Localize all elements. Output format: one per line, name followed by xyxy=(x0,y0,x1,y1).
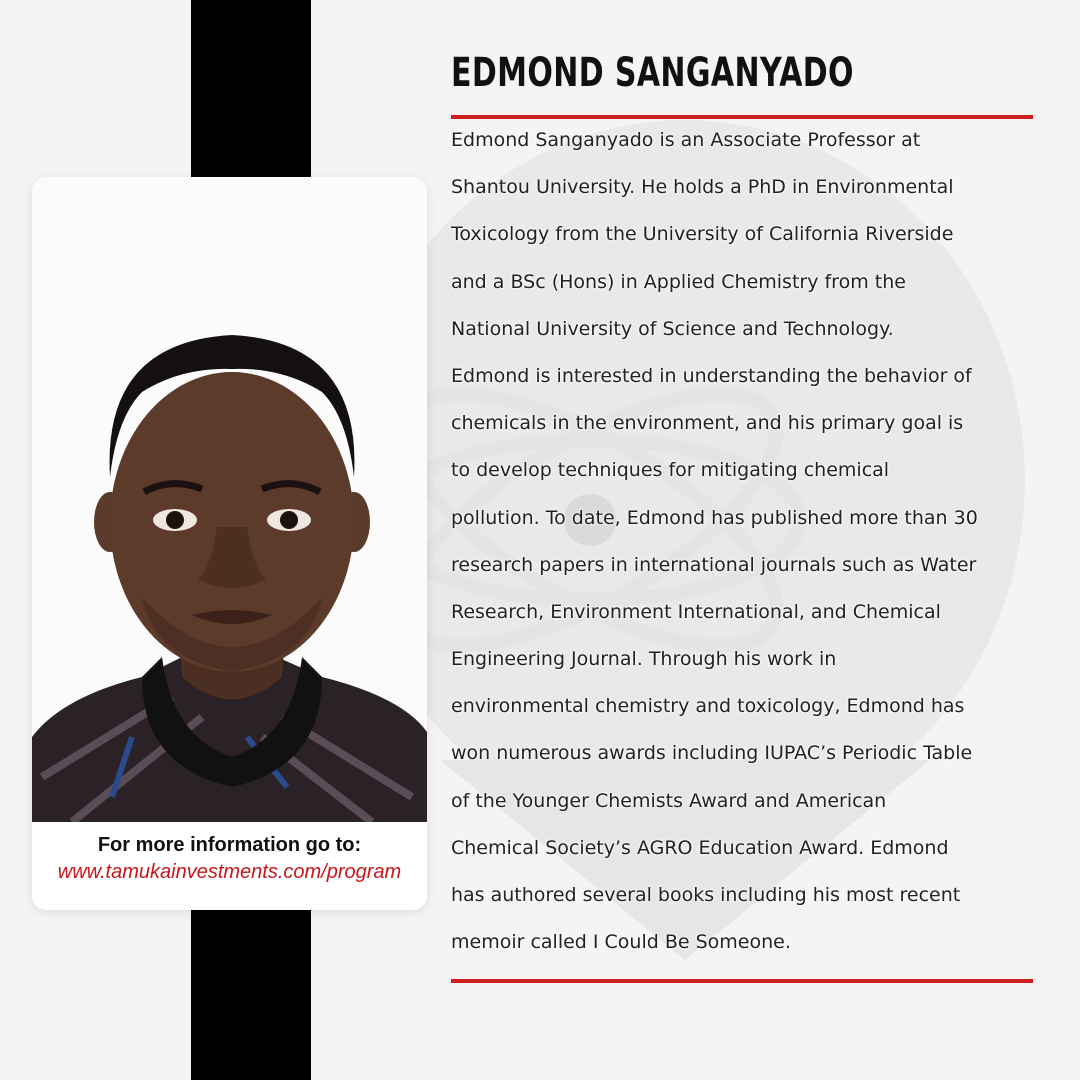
bio-line: Engineering Journal. Through his work in xyxy=(451,648,837,671)
bio-line: environmental chemistry and toxicology, Edmond has xyxy=(451,695,965,718)
profile-card xyxy=(32,177,427,910)
bio-line: won numerous awards including IUPAC’s Periodic Table xyxy=(451,742,973,765)
bio-line: Chemical Society’s AGRO Education Award. Edmond xyxy=(451,836,949,859)
program-url-link[interactable]: www.tamukainvestments.com/program xyxy=(57,861,402,883)
more-info-label: For more information go to: xyxy=(97,834,362,856)
bio-line: to develop techniques for mitigating chemical xyxy=(451,459,890,482)
bio-line: Research, Environment International, and Chemical xyxy=(451,600,941,623)
bio-line: National University of Science and Technology. xyxy=(451,317,894,340)
bio-text xyxy=(451,117,1051,966)
bio-line: and a BSc (Hons) in Applied Chemistry from the xyxy=(451,270,906,293)
bio-line: pollution. To date, Edmond has published more than 30 xyxy=(451,506,978,529)
bio-line: of the Younger Chemists Award and American xyxy=(451,789,887,812)
profile-photo xyxy=(32,177,427,822)
bio-line: has authored several books including his most recent xyxy=(451,884,961,906)
page-title: EDMOND SANGANYADO xyxy=(451,50,854,96)
bio-line: Edmond Sanganyado is an Associate Professor at xyxy=(451,129,921,151)
bio-line: Edmond is interested in understanding the behavior of xyxy=(451,364,972,387)
bottom-red-divider xyxy=(451,979,1033,983)
bio-line: Shantou University. He holds a PhD in Environmental xyxy=(451,176,954,199)
bio-line: Toxicology from the University of California Riverside xyxy=(451,223,954,246)
bio-line: research papers in international journals such as Water xyxy=(451,553,977,576)
bio-line: memoir called I Could Be Someone. xyxy=(451,931,791,954)
bio-line: chemicals in the environment, and his primary goal is xyxy=(451,412,964,435)
